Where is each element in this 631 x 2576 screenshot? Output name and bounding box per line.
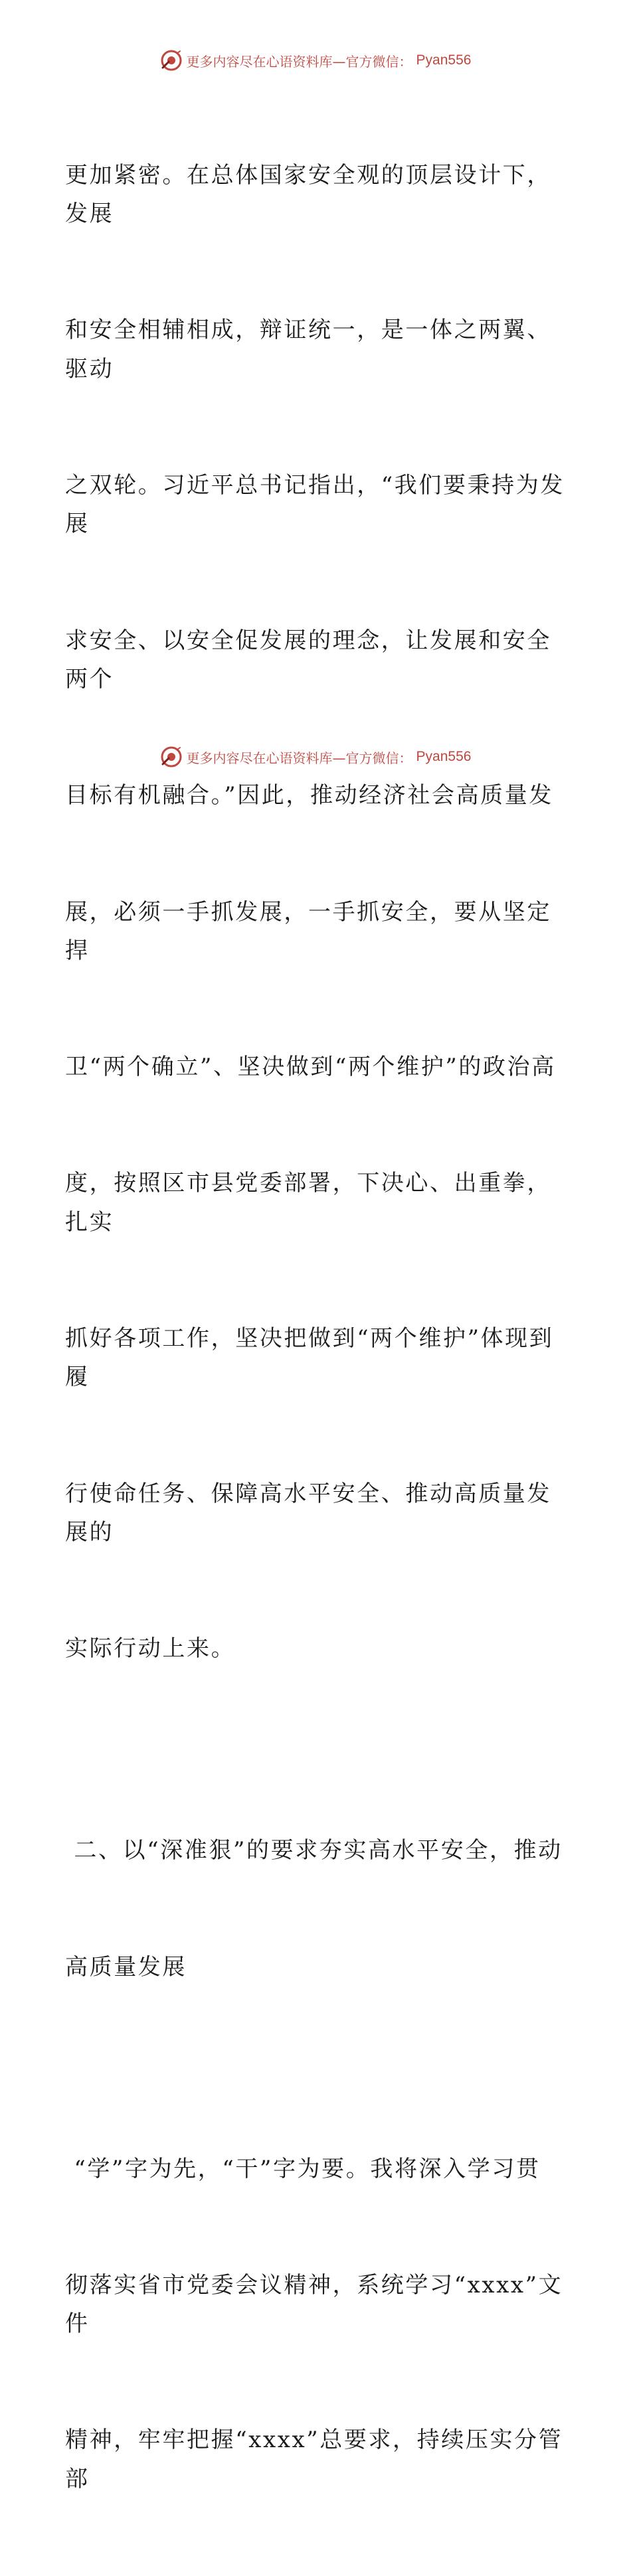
logo-icon: [160, 746, 183, 768]
text-line: 彻落实省市党委会议精神，系统学习“xxxx”文件: [65, 2271, 563, 2338]
footer-watermark: [0, 746, 631, 768]
paragraph-2: [65, 2072, 570, 2576]
heading-line: 高质量发展: [65, 1953, 187, 1980]
paragraph-1: [65, 78, 570, 1745]
text-line: 卫“两个确立”、坚决做到“两个维护”的政治高: [65, 1054, 556, 1081]
logo-icon: [160, 49, 183, 72]
watermark-handle: Pyan556: [416, 52, 472, 68]
text-line: 行使命任务、保障高水平安全、推动高质量发展的: [65, 1480, 551, 1546]
text-line: 之双轮。习近平总书记指出，“我们要秉持为发展: [65, 472, 565, 538]
text-line: 抓好各项工作，坚决把做到“两个维护”体现到履: [65, 1325, 554, 1391]
section-heading: [65, 1753, 570, 2063]
watermark-handle: Pyan556: [416, 749, 472, 764]
heading-line: 二、以“深准狠”的要求夯实高水平安全，推动: [65, 1837, 563, 1864]
text-line: 和安全相辅相成，辩证统一，是一体之两翼、驱动: [65, 317, 551, 382]
text-line: 求安全、以安全促发展的理念，让发展和安全两个: [65, 627, 551, 693]
text-line: “学”字为先，“干”字为要。我将深入学习贯: [65, 2155, 541, 2182]
watermark-text: 更多内容尽在心语资料库—官方微信：: [186, 53, 412, 70]
text-line: 目标有机融合。”因此，推动经济社会高质量发: [65, 782, 553, 809]
text-line: 度，按照区市县党委部署，下决心、出重拳，扎实: [65, 1170, 551, 1236]
header-watermark: [0, 49, 631, 72]
text-line: 展，必须一手抓发展，一手抓安全，要从坚定捍: [65, 898, 551, 964]
document-body: [65, 78, 570, 2576]
watermark-text: 更多内容尽在心语资料库—官方微信：: [186, 750, 412, 766]
text-line: 精神，牢牢把握“xxxx”总要求，持续压实分管部: [65, 2427, 563, 2492]
text-line: 更加紧密。在总体国家安全观的顶层设计下，发展: [65, 161, 551, 228]
text-line: 实际行动上来。: [65, 1635, 236, 1662]
